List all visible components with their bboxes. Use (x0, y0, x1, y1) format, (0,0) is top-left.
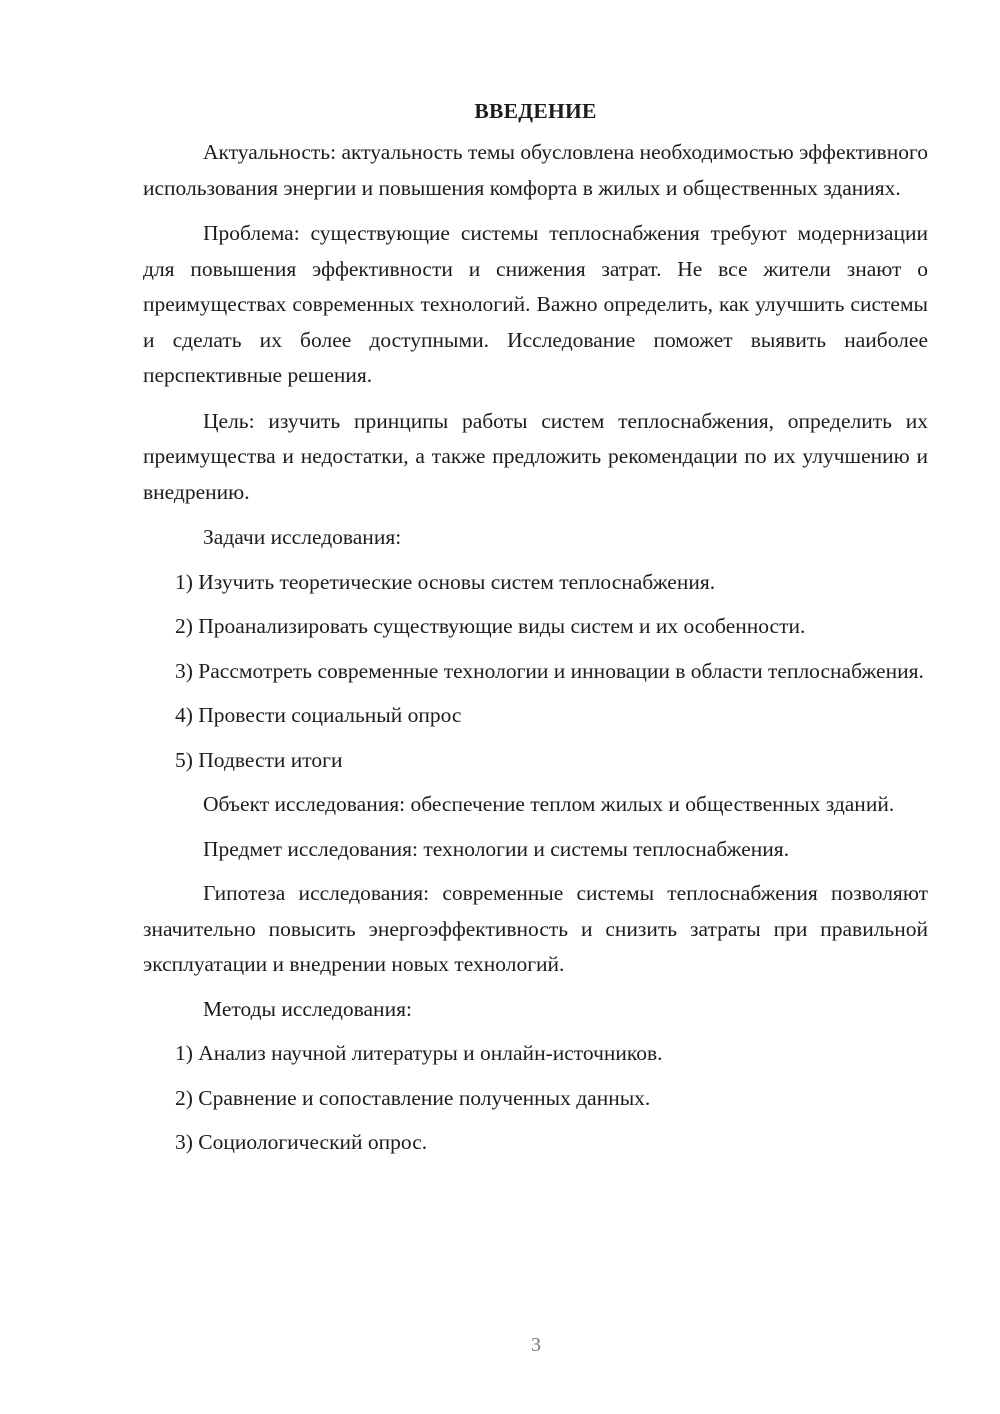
task-item: 1) Изучить теоретические основы систем теплоснабжения. (175, 569, 716, 594)
methods-heading: Методы исследования: (203, 996, 412, 1021)
paragraph-object: Объект исследования: обеспечение теплом жилых и общественных зданий. (203, 792, 895, 816)
paragraph-relevance: Актуальность: актуальность темы обусловлена необходимостью эффективного использования энергии и повышения комфорта в жилых и общественных зданиях. (143, 140, 928, 200)
task-item: 3) Рассмотреть современные технологии и инновации в области теплоснабжения. (175, 658, 924, 683)
paragraph-problem: Проблема: существующие системы теплоснабжения требуют модернизации для повышения эффективности и снижения затрат. Не все жители знают о преимуществах современных технологий. Важно определить, как улучшить системы и сделать их более доступными. Исследование поможет выявить наиболее перспективные решения. (143, 221, 928, 387)
page-number: 3 (531, 1334, 541, 1356)
section-title: ВВЕДЕНИЕ (474, 99, 597, 123)
task-item: 5) Подвести итоги (175, 747, 343, 772)
paragraph-subject: Предмет исследования: технологии и системы теплоснабжения. (203, 836, 790, 861)
method-item: 2) Сравнение и сопоставление полученных данных. (175, 1085, 651, 1110)
method-item: 3) Социологический опрос. (175, 1130, 428, 1154)
method-item: 1) Анализ научной литературы и онлайн-источников. (175, 1041, 663, 1065)
task-item: 4) Провести социальный опрос (175, 703, 462, 727)
page-content (143, 96, 928, 1161)
task-item: 2) Проанализировать существующие виды систем и их особенности. (175, 614, 806, 638)
paragraph-hypothesis: Гипотеза исследования: современные системы теплоснабжения позволяют значительно повысить энергоэффективность и снизить затраты при правильной эксплуатации и внедрении новых технологий. (143, 881, 928, 976)
tasks-heading: Задачи исследования: (203, 525, 402, 549)
paragraph-goal: Цель: изучить принципы работы систем теплоснабжения, определить их преимущества и недостатки, а также предложить рекомендации по их улучшению и внедрению. (143, 408, 928, 504)
